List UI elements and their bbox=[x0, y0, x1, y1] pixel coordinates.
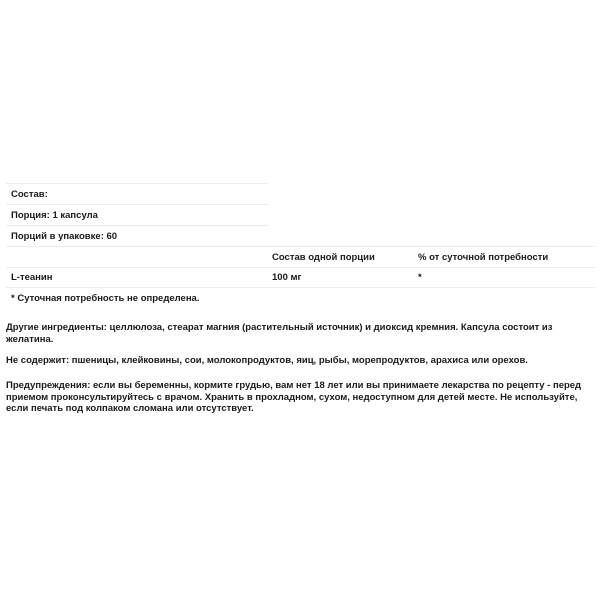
daily-value-footnote: * Суточная потребность не определена. bbox=[11, 292, 200, 304]
warnings-text: Предупреждения: если вы беременны, кормите грудью, вам нет 18 лет или вы принимаете лекарства по рецепту - перед приемом проконсультируйтесь с врачом. Хранить в прохладном, сухом, недоступном для детей месте. Не используйте, если печать под колпаком сломана или отсутствует. bbox=[6, 380, 582, 414]
ingredient-name: L-теанин bbox=[11, 272, 53, 283]
ingredient-daily-value: * bbox=[418, 272, 422, 283]
other-ingredients-text: Другие ингредиенты: целлюлоза, стеарат магния (растительный источник) и диоксид кремния. Капсула состоит из желатина. bbox=[6, 322, 553, 345]
column-header-daily-value: % от суточной потребности bbox=[418, 251, 549, 263]
facts-title: Состав: bbox=[11, 188, 48, 200]
table-row bbox=[6, 267, 595, 288]
table-header-row bbox=[6, 246, 595, 267]
serving-size-row bbox=[6, 204, 268, 225]
facts-title-row bbox=[6, 183, 268, 204]
serving-size: Порция: 1 капсула bbox=[11, 209, 98, 221]
ingredient-amount: 100 мг bbox=[272, 272, 302, 283]
supplement-facts-table bbox=[6, 183, 595, 308]
free-of-text: Не содержит: пшеницы, клейковины, сои, молокопродуктов, яиц, рыбы, морепродуктов, арахиса или орехов. bbox=[6, 355, 528, 366]
servings-per-container: Порций в упаковке: 60 bbox=[11, 230, 118, 242]
column-header-amount: Состав одной порции bbox=[272, 251, 375, 263]
servings-per-container-row bbox=[6, 225, 268, 246]
